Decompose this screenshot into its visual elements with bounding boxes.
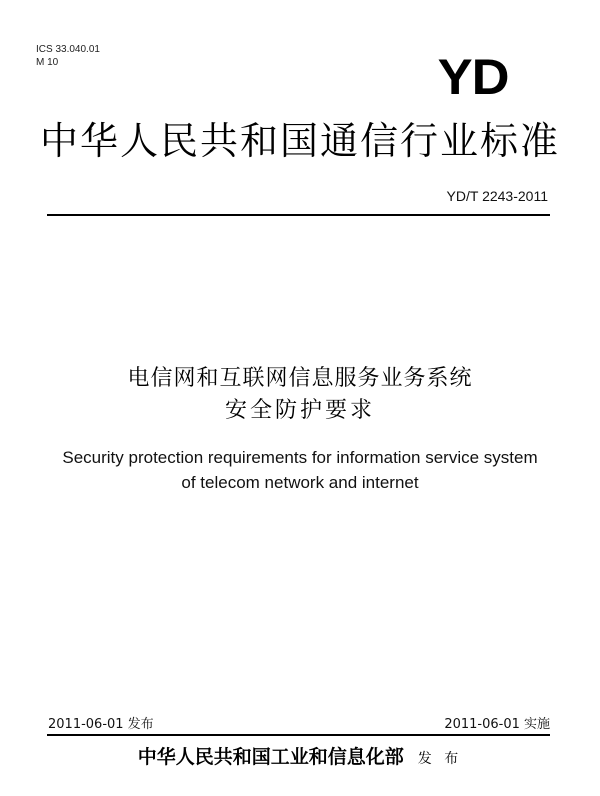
chinese-title-line2: 安全防护要求 (224, 398, 375, 423)
category-code: M 10 (36, 57, 59, 68)
standard-number: YD/T 2243-2011 (446, 188, 548, 204)
standard-title: 中华人民共和国通信行业标准 (39, 119, 560, 163)
issuer-line (0, 745, 600, 771)
issuer-name: 中华人民共和国工业和信息化部 (137, 746, 404, 768)
top-divider (47, 214, 550, 216)
release-date: 2011-06-01 发布 (48, 717, 154, 732)
effective-date: 2011-06-01 实施 (444, 717, 550, 732)
english-title-line2: of telecom network and internet (181, 473, 419, 492)
english-title-line1: Security protection requirements for information service system (62, 448, 538, 467)
chinese-title-line1: 电信网和互联网信息服务业务系统 (127, 366, 473, 391)
classification-codes (36, 43, 100, 69)
yd-logo: YD (437, 49, 508, 105)
bottom-divider (47, 734, 550, 736)
ics-code: ICS 33.040.01 (36, 44, 100, 55)
issuer-action: 发 布 (417, 751, 463, 767)
